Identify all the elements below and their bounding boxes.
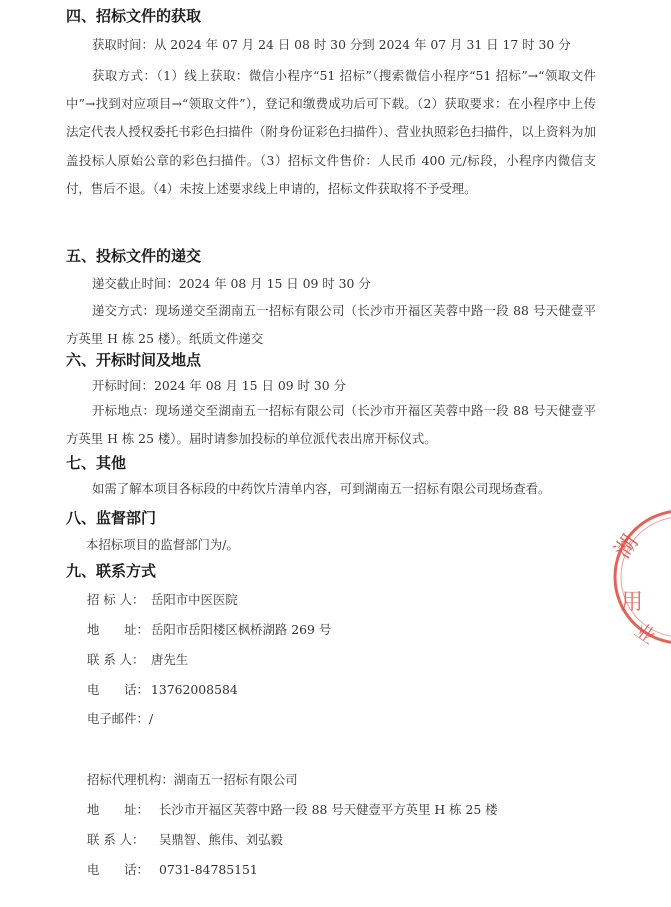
tenderer-address-value: 岳阳市岳阳楼区枫桥湖路 269 号 — [151, 622, 332, 637]
section-6-heading: 六、开标时间及地点 — [66, 351, 202, 369]
tenderer-contact-label: 联 系 人： — [87, 652, 145, 667]
agency-label: 招标代理机构： — [87, 772, 174, 787]
tenderer-email-label: 电子邮件： — [87, 711, 149, 726]
tenderer-phone-value: 13762008584 — [151, 682, 238, 697]
s5-deadline-line: 递交截止时间：2024 年 08 月 15 日 09 时 30 分 — [92, 276, 371, 291]
agency-contact-row — [87, 826, 283, 854]
section-4-heading: 四、招标文件的获取 — [66, 7, 202, 25]
agency-address-value: 长沙市开福区芙蓉中路一段 88 号天健壹平方英里 H 栋 25 楼 — [159, 802, 498, 817]
section-9-heading: 九、联系方式 — [66, 562, 157, 580]
tenderer-email-value: / — [148, 711, 154, 726]
svg-text:湖: 湖 — [610, 530, 644, 564]
tenderer-address-row — [87, 616, 331, 644]
tenderer-label: 招 标 人： — [87, 592, 145, 607]
s4-method-paragraph: 获取方式：（1）线上获取：微信小程序“51 招标”（搜索微信小程序“51 招标”→“领取文件中”→找到对应项目→“领取文件”），登记和缴费成功后可下载。（2）获取要求：在小程序中上传法定代表人授权委托书彩色扫描件（附身份证彩色扫描件）、营业执照彩色扫描件，以上资料为加盖投标人原始公章的彩色扫描件。（3）招标文件售价：人民币 400 元/标段，小程序内微信支付，售后不退。（4）未按上述要求线上申请的，招标文件获取将不予受理。 — [66, 68, 596, 196]
section-5-heading: 五、投标文件的递交 — [66, 247, 202, 265]
s6-time-line: 开标时间：2024 年 08 月 15 日 09 时 30 分 — [92, 378, 346, 393]
tenderer-contact-value: 唐先生 — [151, 652, 189, 667]
s8-text: 本招标项目的监督部门为/。 — [86, 537, 239, 552]
section-8-heading: 八、监督部门 — [66, 509, 157, 527]
s5-method-paragraph: 递交方式：现场递交至湖南五一招标有限公司（长沙市开福区芙蓉中路一段 88 号天健壹平方英里 H 栋 25 楼）。纸质文件递交 — [66, 303, 596, 346]
agency-contact-label: 联 系 人： — [87, 832, 145, 847]
agency-address-label: 地 址： — [87, 802, 149, 817]
svg-text:用: 用 — [621, 590, 644, 615]
agency-value: 湖南五一招标有限公司 — [173, 772, 298, 787]
agency-contact-value: 吴鼎智、熊伟、刘弘毅 — [159, 832, 283, 847]
tenderer-address-label: 地 址： — [87, 622, 149, 637]
agency-address-row — [87, 796, 498, 824]
tenderer-contact-row — [87, 646, 188, 674]
s6-place-paragraph: 开标地点：现场递交至湖南五一招标有限公司（长沙市开福区芙蓉中路一段 88 号天健壹平方英里 H 栋 25 楼）。届时请参加投标的单位派代表出席开标仪式。 — [66, 403, 596, 446]
agency-phone-label: 电 话： — [87, 862, 149, 877]
tenderer-phone-row — [87, 676, 238, 704]
agency-row — [87, 766, 298, 794]
svg-text:业: 业 — [630, 617, 661, 649]
section-7-heading: 七、其他 — [66, 454, 127, 472]
agency-phone-row — [87, 856, 258, 884]
tenderer-row — [87, 586, 238, 614]
s7-text: 如需了解本项目各标段的中药饮片清单内容，可到湖南五一招标有限公司现场查看。 — [92, 481, 551, 496]
tenderer-email-row — [87, 705, 153, 733]
tenderer-phone-label: 电 话： — [87, 682, 149, 697]
red-seal-stamp — [599, 505, 671, 655]
agency-phone-value: 0731-84785151 — [159, 862, 258, 877]
tenderer-value: 岳阳市中医医院 — [151, 592, 238, 607]
s4-time-line: 获取时间：从 2024 年 07 月 24 日 08 时 30 分到 2024 年 07 月 31 日 17 时 30 分 — [92, 37, 571, 52]
